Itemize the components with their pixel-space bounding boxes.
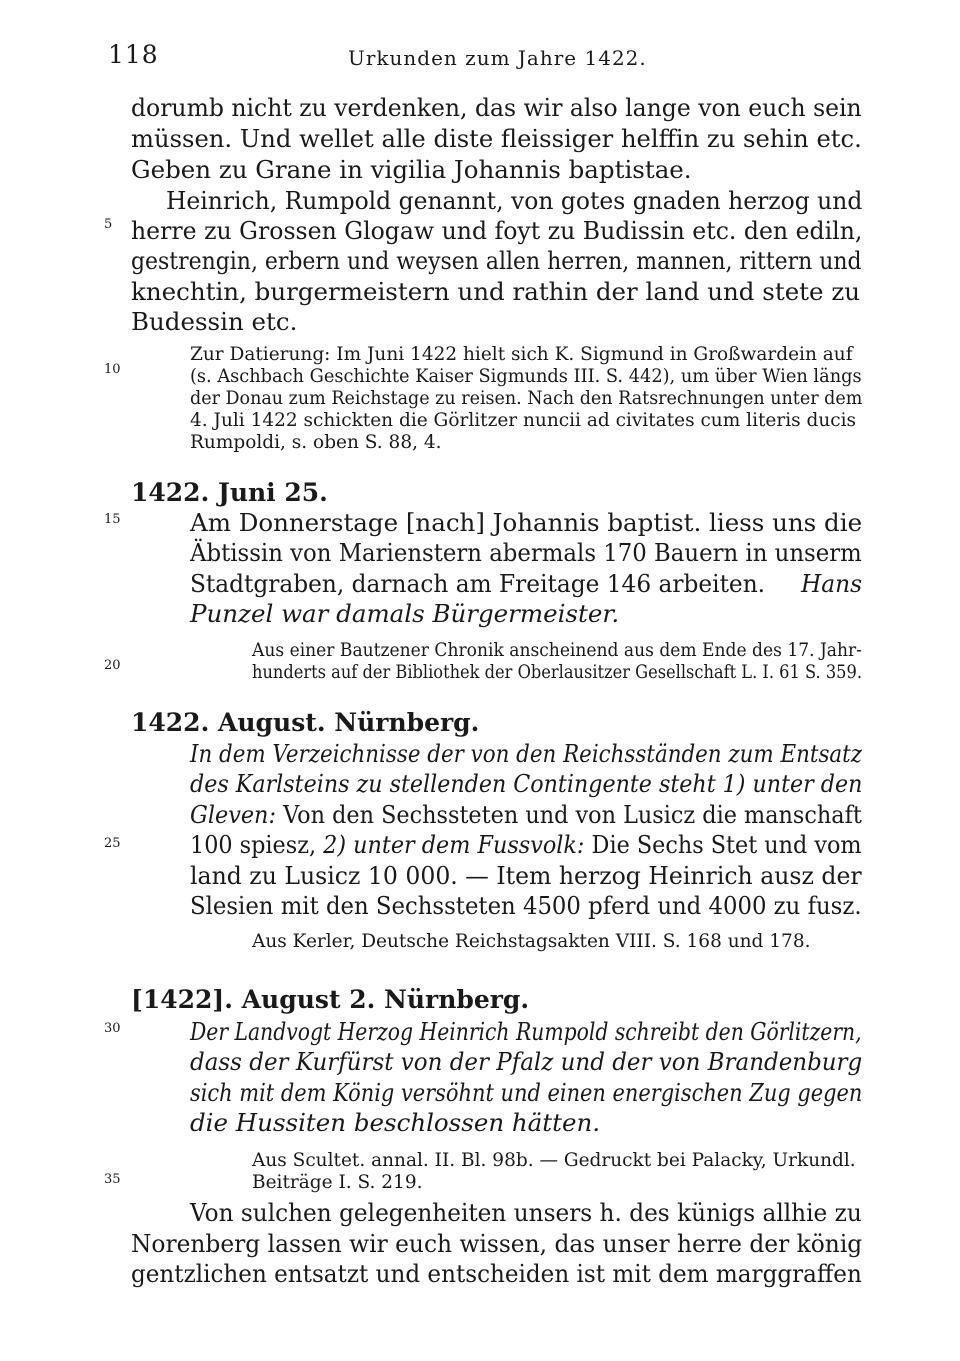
text-line: dorumb nicht zu verdenken, das wir also lange von euch sein [131, 93, 862, 122]
entry-date: 1422. August. Nürnberg. [131, 708, 480, 737]
source-line: Beiträge I. S. 219. [252, 1172, 423, 1193]
text-line-italic: des Karlsteins zu stellenden Contingente steht 1) unter den [190, 769, 863, 798]
text-line-italic: 2) unter dem Fussvolk: [323, 830, 585, 859]
text-line-italic: Gleven: [190, 800, 276, 829]
text-line: Slesien mit den Sechssteten 4500 pferd und 4000 zu fusz. [190, 891, 862, 920]
source-line: Aus Kerler, Deutsche Reichstagsakten VIII. S. 168 und 178. [252, 931, 811, 952]
source-line: hunderts auf der Bibliothek der Oberlausitzer Gesellschaft L. I. 61 S. 359. [252, 662, 862, 683]
text-line-part: Stadtgraben, darnach am Freitage 146 arbeiten. [190, 569, 766, 598]
line-number: 5 [104, 217, 113, 232]
text-line: Budessin etc. [131, 307, 298, 336]
text-line-italic: sich mit dem König versöhnt und einen energischen Zug gegen [190, 1078, 863, 1107]
text-line: Heinrich, Rumpold genannt, von gotes gnaden herzog und [166, 186, 863, 215]
text-line: Norenberg lassen wir euch wissen, das unser herre der könig [131, 1229, 863, 1258]
text-line-italic: Punzel war damals Bürgermeister. [190, 599, 620, 628]
source-line: Aus einer Bautzener Chronik anscheinend aus dem Ende des 17. Jahr- [252, 640, 862, 661]
text-line-italic: Hans [800, 569, 862, 598]
text-line: gentzlichen entsatzt und entscheiden ist mit dem marggraffen [131, 1259, 862, 1288]
text-line-italic: dass der Kurfürst von der Pfalz und der von Brandenburg [190, 1047, 863, 1076]
page-number: 118 [108, 40, 159, 69]
text-line: knechtin, burgermeistern und rathin der land und stete zu [131, 277, 861, 306]
note-line: 4. Juli 1422 schickten die Görlitzer nuncii ad civitates cum literis ducis [190, 410, 857, 431]
text-line-part: 100 spiesz, [190, 830, 324, 859]
text-line [190, 830, 862, 860]
line-number: 35 [104, 1172, 121, 1187]
line-number: 15 [104, 512, 121, 527]
line-number: 25 [104, 836, 121, 851]
entry-date: [1422]. August 2. Nürnberg. [131, 985, 530, 1014]
text-line: müssen. Und wellet alle diste fleissiger helffin zu sehin etc. [131, 124, 862, 153]
text-line [190, 569, 862, 599]
text-line: Am Donnerstage [nach] Johannis baptist. liess uns die [190, 508, 863, 537]
line-number: 30 [104, 1021, 121, 1036]
text-line-italic: die Hussiten beschlossen hätten. [190, 1108, 601, 1137]
text-line: land zu Lusicz 10 000. — Item herzog Heinrich ausz der [190, 861, 862, 890]
text-line: herre zu Grossen Glogaw und foyt zu Budissin etc. den ediln, [131, 216, 863, 245]
text-line-italic: In dem Verzeichnisse der von den Reichsständen zum Entsatz [190, 739, 863, 768]
text-line: Geben zu Grane in vigilia Johannis baptistae. [131, 155, 692, 184]
note-line: Rumpoldi, s. oben S. 88, 4. [190, 432, 442, 453]
note-line: (s. Aschbach Geschichte Kaiser Sigmunds III. S. 442), um über Wien längs [190, 366, 862, 387]
page-header [108, 40, 860, 80]
running-head: Urkunden zum Jahre 1422. [348, 46, 647, 70]
text-line: gestrengin, erbern und weysen allen herren, mannen, rittern und [131, 246, 862, 275]
text-line-italic: Der Landvogt Herzog Heinrich Rumpold schreibt den Görlitzern, [190, 1017, 862, 1046]
line-number: 10 [104, 362, 121, 377]
note-line: Zur Datierung: Im Juni 1422 hielt sich K. Sigmund in Großwardein auf [190, 344, 853, 365]
text-line: Von sulchen gelegenheiten unsers h. des künigs allhie zu [190, 1198, 862, 1227]
source-line: Aus Scultet. annal. II. Bl. 98b. — Gedruckt bei Palacky, Urkundl. [252, 1150, 856, 1171]
text-line-part: Die Sechs Stet und vom [584, 830, 862, 859]
text-line [190, 800, 862, 830]
entry-date: 1422. Juni 25. [131, 478, 328, 507]
note-line: der Donau zum Reichstage zu reisen. Nach den Ratsrechnungen unter dem [190, 388, 863, 409]
text-line-part: Von den Sechssteten und von Lusicz die manschaft [275, 800, 862, 829]
line-number: 20 [104, 658, 121, 673]
text-line: Äbtissin von Marienstern abermals 170 Bauern in unserm [190, 538, 862, 567]
